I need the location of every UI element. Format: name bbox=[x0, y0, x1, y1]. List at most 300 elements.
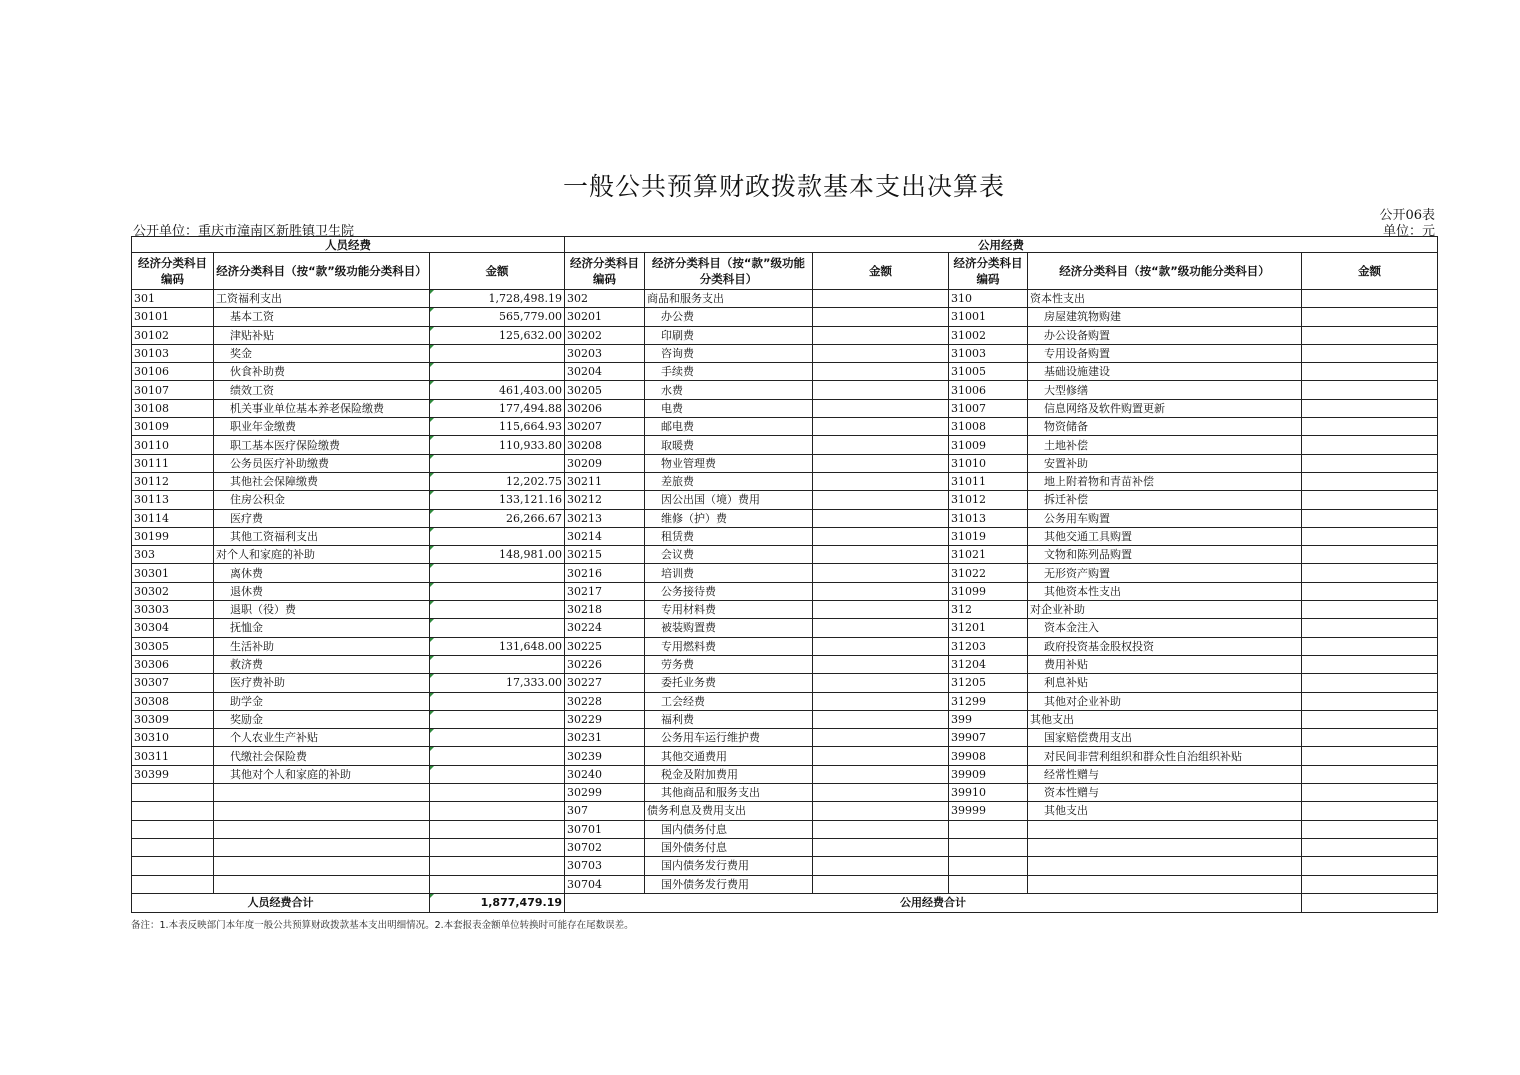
public-b-amount bbox=[1302, 582, 1438, 600]
personnel-amount: 115,664.93 bbox=[430, 418, 565, 436]
personnel-code: 30103 bbox=[132, 344, 214, 362]
public-a-name: 税金及附加费用 bbox=[645, 765, 813, 783]
table-row bbox=[132, 619, 1438, 637]
public-a-code: 30702 bbox=[565, 838, 645, 856]
personnel-name: 基本工资 bbox=[214, 308, 430, 326]
public-b-amount bbox=[1302, 564, 1438, 582]
personnel-name-empty bbox=[214, 802, 430, 820]
public-total-label: 公用经费合计 bbox=[565, 893, 1302, 912]
public-a-name: 专用燃料费 bbox=[645, 637, 813, 655]
table-row bbox=[132, 418, 1438, 436]
public-b-code: 31005 bbox=[949, 363, 1028, 381]
table-row bbox=[132, 290, 1438, 308]
public-b-code: 31201 bbox=[949, 619, 1028, 637]
personnel-name: 其他社会保障缴费 bbox=[214, 472, 430, 490]
personnel-name: 医疗费 bbox=[214, 509, 430, 527]
public-b-name: 经常性赠与 bbox=[1028, 765, 1302, 783]
header-name: 经济分类科目（按“款”级功能分类科目） bbox=[214, 253, 430, 290]
public-b-code: 31021 bbox=[949, 546, 1028, 564]
table-row bbox=[132, 527, 1438, 545]
personnel-total-label: 人员经费合计 bbox=[132, 893, 430, 912]
public-b-code: 39908 bbox=[949, 747, 1028, 765]
public-a-code: 30215 bbox=[565, 546, 645, 564]
public-a-code: 30701 bbox=[565, 820, 645, 838]
totals-row bbox=[132, 893, 1438, 912]
public-a-code: 30224 bbox=[565, 619, 645, 637]
personnel-amount bbox=[430, 527, 565, 545]
public-a-code: 30214 bbox=[565, 527, 645, 545]
public-a-amount bbox=[813, 454, 949, 472]
table-row bbox=[132, 820, 1438, 838]
report-sheet bbox=[131, 170, 1437, 931]
public-a-name: 国外债务发行费用 bbox=[645, 875, 813, 893]
public-a-name: 培训费 bbox=[645, 564, 813, 582]
public-b-name: 拆迁补偿 bbox=[1028, 491, 1302, 509]
public-total-amount bbox=[1302, 893, 1438, 912]
public-a-amount bbox=[813, 601, 949, 619]
public-a-amount bbox=[813, 582, 949, 600]
report-title: 一般公共预算财政拨款基本支出决算表 bbox=[562, 172, 1005, 201]
personnel-name-empty bbox=[214, 857, 430, 875]
public-a-amount bbox=[813, 875, 949, 893]
personnel-code: 30302 bbox=[132, 582, 214, 600]
public-b-name: 其他资本性支出 bbox=[1028, 582, 1302, 600]
public-b-code: 399 bbox=[949, 710, 1028, 728]
table-row bbox=[132, 308, 1438, 326]
public-b-amount bbox=[1302, 546, 1438, 564]
public-b-name: 无形资产购置 bbox=[1028, 564, 1302, 582]
public-a-code: 30703 bbox=[565, 857, 645, 875]
personnel-code: 30311 bbox=[132, 747, 214, 765]
public-b-code: 39907 bbox=[949, 729, 1028, 747]
personnel-amount bbox=[430, 363, 565, 381]
personnel-code: 30305 bbox=[132, 637, 214, 655]
public-a-amount bbox=[813, 729, 949, 747]
public-a-amount bbox=[813, 747, 949, 765]
public-b-amount bbox=[1302, 290, 1438, 308]
public-b-name-empty bbox=[1028, 875, 1302, 893]
personnel-name: 退休费 bbox=[214, 582, 430, 600]
public-a-code: 30231 bbox=[565, 729, 645, 747]
header-name: 经济分类科目（按“款”级功能分类科目） bbox=[645, 253, 813, 290]
personnel-amount bbox=[430, 747, 565, 765]
personnel-amount: 1,728,498.19 bbox=[430, 290, 565, 308]
public-b-amount bbox=[1302, 308, 1438, 326]
personnel-amount-empty bbox=[430, 802, 565, 820]
public-a-name: 办公费 bbox=[645, 308, 813, 326]
public-a-amount bbox=[813, 674, 949, 692]
personnel-amount bbox=[430, 454, 565, 472]
org-label: 公开单位：重庆市潼南区新胜镇卫生院 bbox=[133, 224, 355, 239]
personnel-name: 其他工资福利支出 bbox=[214, 527, 430, 545]
table-row bbox=[132, 784, 1438, 802]
personnel-name: 绩效工资 bbox=[214, 381, 430, 399]
personnel-name-empty bbox=[214, 784, 430, 802]
public-a-code: 30207 bbox=[565, 418, 645, 436]
public-b-amount bbox=[1302, 747, 1438, 765]
public-b-amount bbox=[1302, 326, 1438, 344]
personnel-name: 个人农业生产补贴 bbox=[214, 729, 430, 747]
public-b-amount bbox=[1302, 655, 1438, 673]
public-b-code-empty bbox=[949, 838, 1028, 856]
public-b-name: 房屋建筑物购建 bbox=[1028, 308, 1302, 326]
public-b-name: 费用补贴 bbox=[1028, 655, 1302, 673]
personnel-code: 301 bbox=[132, 290, 214, 308]
public-b-amount bbox=[1302, 472, 1438, 490]
public-b-code-empty bbox=[949, 875, 1028, 893]
personnel-code: 30309 bbox=[132, 710, 214, 728]
public-b-code: 31007 bbox=[949, 399, 1028, 417]
public-b-name-empty bbox=[1028, 820, 1302, 838]
personnel-amount bbox=[430, 655, 565, 673]
personnel-name: 伙食补助费 bbox=[214, 363, 430, 381]
table-row bbox=[132, 564, 1438, 582]
public-a-code: 30202 bbox=[565, 326, 645, 344]
public-a-name: 差旅费 bbox=[645, 472, 813, 490]
table-row bbox=[132, 729, 1438, 747]
public-a-amount bbox=[813, 655, 949, 673]
personnel-name: 工资福利支出 bbox=[214, 290, 430, 308]
public-b-code: 31204 bbox=[949, 655, 1028, 673]
public-a-name: 因公出国（境）费用 bbox=[645, 491, 813, 509]
table-row bbox=[132, 436, 1438, 454]
public-b-code: 31008 bbox=[949, 418, 1028, 436]
table-row bbox=[132, 674, 1438, 692]
personnel-amount: 12,202.75 bbox=[430, 472, 565, 490]
table-row bbox=[132, 747, 1438, 765]
public-a-code: 30201 bbox=[565, 308, 645, 326]
personnel-amount: 17,333.00 bbox=[430, 674, 565, 692]
public-a-amount bbox=[813, 710, 949, 728]
public-b-code: 31009 bbox=[949, 436, 1028, 454]
table-row bbox=[132, 601, 1438, 619]
personnel-code: 30310 bbox=[132, 729, 214, 747]
public-b-code: 31001 bbox=[949, 308, 1028, 326]
public-a-name: 水费 bbox=[645, 381, 813, 399]
public-b-name: 文物和陈列品购置 bbox=[1028, 546, 1302, 564]
expenditure-table bbox=[131, 236, 1438, 913]
personnel-amount-empty bbox=[430, 784, 565, 802]
personnel-code: 30112 bbox=[132, 472, 214, 490]
personnel-amount: 110,933.80 bbox=[430, 436, 565, 454]
table-row bbox=[132, 838, 1438, 856]
personnel-code: 30308 bbox=[132, 692, 214, 710]
public-a-amount bbox=[813, 637, 949, 655]
personnel-amount-empty bbox=[430, 857, 565, 875]
public-b-amount bbox=[1302, 381, 1438, 399]
public-b-name: 对企业补助 bbox=[1028, 601, 1302, 619]
form-code: 公开06表 bbox=[1379, 208, 1435, 223]
public-b-code: 312 bbox=[949, 601, 1028, 619]
table-row bbox=[132, 491, 1438, 509]
personnel-amount bbox=[430, 619, 565, 637]
public-b-amount bbox=[1302, 491, 1438, 509]
public-b-code: 31203 bbox=[949, 637, 1028, 655]
table-row bbox=[132, 582, 1438, 600]
public-a-amount bbox=[813, 326, 949, 344]
public-a-amount bbox=[813, 784, 949, 802]
public-a-name: 委托业务费 bbox=[645, 674, 813, 692]
public-a-code: 30216 bbox=[565, 564, 645, 582]
public-a-code: 30226 bbox=[565, 655, 645, 673]
public-a-amount bbox=[813, 820, 949, 838]
table-row bbox=[132, 857, 1438, 875]
personnel-code: 30304 bbox=[132, 619, 214, 637]
personnel-name: 机关事业单位基本养老保险缴费 bbox=[214, 399, 430, 417]
public-a-name: 商品和服务支出 bbox=[645, 290, 813, 308]
public-a-name: 工会经费 bbox=[645, 692, 813, 710]
public-b-code: 31011 bbox=[949, 472, 1028, 490]
personnel-code: 30399 bbox=[132, 765, 214, 783]
public-b-name: 土地补偿 bbox=[1028, 436, 1302, 454]
personnel-amount bbox=[430, 582, 565, 600]
public-a-amount bbox=[813, 564, 949, 582]
table-row bbox=[132, 710, 1438, 728]
table-row bbox=[132, 637, 1438, 655]
public-b-name: 其他支出 bbox=[1028, 802, 1302, 820]
personnel-amount: 148,981.00 bbox=[430, 546, 565, 564]
public-b-name: 办公设备购置 bbox=[1028, 326, 1302, 344]
personnel-name-empty bbox=[214, 838, 430, 856]
public-b-name: 物资储备 bbox=[1028, 418, 1302, 436]
public-b-code: 31019 bbox=[949, 527, 1028, 545]
public-a-amount bbox=[813, 692, 949, 710]
personnel-name-empty bbox=[214, 875, 430, 893]
public-a-amount bbox=[813, 308, 949, 326]
public-a-name: 公务接待费 bbox=[645, 582, 813, 600]
personnel-amount: 565,779.00 bbox=[430, 308, 565, 326]
header-code: 经济分类科目编码 bbox=[565, 253, 645, 290]
public-a-amount bbox=[813, 472, 949, 490]
personnel-code-empty bbox=[132, 875, 214, 893]
personnel-amount bbox=[430, 344, 565, 362]
public-b-amount bbox=[1302, 344, 1438, 362]
personnel-amount-empty bbox=[430, 875, 565, 893]
public-b-code: 31299 bbox=[949, 692, 1028, 710]
header-amount: 金额 bbox=[430, 253, 565, 290]
public-a-name: 国内债务付息 bbox=[645, 820, 813, 838]
public-a-name: 其他交通费用 bbox=[645, 747, 813, 765]
public-a-name: 会议费 bbox=[645, 546, 813, 564]
personnel-amount bbox=[430, 729, 565, 747]
public-a-code: 30205 bbox=[565, 381, 645, 399]
public-a-amount bbox=[813, 802, 949, 820]
public-b-code-empty bbox=[949, 820, 1028, 838]
personnel-amount bbox=[430, 601, 565, 619]
personnel-code: 30101 bbox=[132, 308, 214, 326]
personnel-code: 303 bbox=[132, 546, 214, 564]
public-a-amount bbox=[813, 546, 949, 564]
group-personnel: 人员经费 bbox=[132, 237, 565, 253]
table-row bbox=[132, 399, 1438, 417]
public-b-amount bbox=[1302, 363, 1438, 381]
public-b-name: 专用设备购置 bbox=[1028, 344, 1302, 362]
public-a-code: 307 bbox=[565, 802, 645, 820]
public-a-name: 被装购置费 bbox=[645, 619, 813, 637]
header-amount: 金额 bbox=[813, 253, 949, 290]
public-b-code: 39909 bbox=[949, 765, 1028, 783]
public-a-code: 30209 bbox=[565, 454, 645, 472]
public-a-name: 取暖费 bbox=[645, 436, 813, 454]
public-b-amount bbox=[1302, 674, 1438, 692]
public-b-name: 其他对企业补助 bbox=[1028, 692, 1302, 710]
personnel-code-empty bbox=[132, 838, 214, 856]
public-a-amount bbox=[813, 765, 949, 783]
personnel-name: 助学金 bbox=[214, 692, 430, 710]
public-b-code: 39910 bbox=[949, 784, 1028, 802]
public-a-amount bbox=[813, 290, 949, 308]
public-b-name: 利息补贴 bbox=[1028, 674, 1302, 692]
public-b-name: 大型修缮 bbox=[1028, 381, 1302, 399]
public-a-code: 30211 bbox=[565, 472, 645, 490]
personnel-code-empty bbox=[132, 784, 214, 802]
public-b-amount bbox=[1302, 436, 1438, 454]
personnel-amount: 125,632.00 bbox=[430, 326, 565, 344]
header-code: 经济分类科目编码 bbox=[949, 253, 1028, 290]
public-b-code: 31006 bbox=[949, 381, 1028, 399]
public-b-amount bbox=[1302, 857, 1438, 875]
personnel-amount-empty bbox=[430, 838, 565, 856]
table-row bbox=[132, 875, 1438, 893]
public-a-name: 国内债务发行费用 bbox=[645, 857, 813, 875]
personnel-amount bbox=[430, 692, 565, 710]
public-a-amount bbox=[813, 418, 949, 436]
public-a-amount bbox=[813, 344, 949, 362]
header-code: 经济分类科目编码 bbox=[132, 253, 214, 290]
public-b-name-empty bbox=[1028, 857, 1302, 875]
public-a-code: 30206 bbox=[565, 399, 645, 417]
public-a-name: 租赁费 bbox=[645, 527, 813, 545]
personnel-name: 代缴社会保险费 bbox=[214, 747, 430, 765]
public-a-code: 30225 bbox=[565, 637, 645, 655]
personnel-amount: 177,494.88 bbox=[430, 399, 565, 417]
personnel-code: 30114 bbox=[132, 509, 214, 527]
personnel-code: 30307 bbox=[132, 674, 214, 692]
table-row bbox=[132, 326, 1438, 344]
personnel-amount: 26,266.67 bbox=[430, 509, 565, 527]
public-a-amount bbox=[813, 509, 949, 527]
public-b-name-empty bbox=[1028, 838, 1302, 856]
public-b-amount bbox=[1302, 619, 1438, 637]
personnel-code: 30111 bbox=[132, 454, 214, 472]
group-public: 公用经费 bbox=[565, 237, 1438, 253]
header-amount: 金额 bbox=[1302, 253, 1438, 290]
public-b-name: 国家赔偿费用支出 bbox=[1028, 729, 1302, 747]
personnel-code: 30109 bbox=[132, 418, 214, 436]
public-b-amount bbox=[1302, 729, 1438, 747]
public-a-name: 邮电费 bbox=[645, 418, 813, 436]
personnel-total-amount: 1,877,479.19 bbox=[430, 893, 565, 912]
personnel-name: 津贴补贴 bbox=[214, 326, 430, 344]
personnel-name: 救济费 bbox=[214, 655, 430, 673]
public-a-amount bbox=[813, 491, 949, 509]
public-a-code: 30229 bbox=[565, 710, 645, 728]
public-b-amount bbox=[1302, 601, 1438, 619]
public-b-amount bbox=[1302, 838, 1438, 856]
public-b-code: 31012 bbox=[949, 491, 1028, 509]
table-row bbox=[132, 381, 1438, 399]
public-a-name: 债务利息及费用支出 bbox=[645, 802, 813, 820]
table-row bbox=[132, 802, 1438, 820]
public-a-name: 印刷费 bbox=[645, 326, 813, 344]
personnel-name: 抚恤金 bbox=[214, 619, 430, 637]
public-b-name: 公务用车购置 bbox=[1028, 509, 1302, 527]
public-b-name: 资本性支出 bbox=[1028, 290, 1302, 308]
public-b-amount bbox=[1302, 692, 1438, 710]
personnel-name: 奖金 bbox=[214, 344, 430, 362]
public-b-code: 39999 bbox=[949, 802, 1028, 820]
table-body bbox=[132, 290, 1438, 894]
public-b-amount bbox=[1302, 509, 1438, 527]
personnel-code: 30199 bbox=[132, 527, 214, 545]
table-row bbox=[132, 765, 1438, 783]
public-b-code: 31002 bbox=[949, 326, 1028, 344]
public-a-amount bbox=[813, 838, 949, 856]
public-a-code: 30213 bbox=[565, 509, 645, 527]
personnel-name: 医疗费补助 bbox=[214, 674, 430, 692]
public-b-name: 信息网络及软件购置更新 bbox=[1028, 399, 1302, 417]
footnote: 备注：1.本表反映部门本年度一般公共预算财政拨款基本支出明细情况。2.本套报表金额单位转换时可能存在尾数误差。 bbox=[131, 919, 634, 931]
public-b-name: 对民间非营利组织和群众性自治组织补贴 bbox=[1028, 747, 1302, 765]
public-b-name: 政府投资基金股权投资 bbox=[1028, 637, 1302, 655]
public-b-amount bbox=[1302, 527, 1438, 545]
public-b-name: 其他交通工具购置 bbox=[1028, 527, 1302, 545]
public-a-code: 30208 bbox=[565, 436, 645, 454]
public-b-name: 资本性赠与 bbox=[1028, 784, 1302, 802]
public-a-name: 电费 bbox=[645, 399, 813, 417]
public-a-name: 劳务费 bbox=[645, 655, 813, 673]
personnel-code: 30108 bbox=[132, 399, 214, 417]
public-a-code: 302 bbox=[565, 290, 645, 308]
public-b-code: 31003 bbox=[949, 344, 1028, 362]
personnel-code: 30106 bbox=[132, 363, 214, 381]
table-row bbox=[132, 472, 1438, 490]
public-b-name: 资本金注入 bbox=[1028, 619, 1302, 637]
personnel-amount: 461,403.00 bbox=[430, 381, 565, 399]
public-a-code: 30227 bbox=[565, 674, 645, 692]
public-a-amount bbox=[813, 619, 949, 637]
public-b-code-empty bbox=[949, 857, 1028, 875]
public-a-amount bbox=[813, 857, 949, 875]
personnel-name: 奖励金 bbox=[214, 710, 430, 728]
personnel-name: 退职（役）费 bbox=[214, 601, 430, 619]
public-a-amount bbox=[813, 527, 949, 545]
public-a-amount bbox=[813, 436, 949, 454]
public-b-code: 31013 bbox=[949, 509, 1028, 527]
personnel-code: 30301 bbox=[132, 564, 214, 582]
personnel-code-empty bbox=[132, 802, 214, 820]
public-a-code: 30240 bbox=[565, 765, 645, 783]
public-b-code: 31010 bbox=[949, 454, 1028, 472]
public-a-code: 30212 bbox=[565, 491, 645, 509]
public-b-amount bbox=[1302, 875, 1438, 893]
public-a-name: 专用材料费 bbox=[645, 601, 813, 619]
public-a-code: 30204 bbox=[565, 363, 645, 381]
public-b-amount bbox=[1302, 820, 1438, 838]
personnel-name: 职工基本医疗保险缴费 bbox=[214, 436, 430, 454]
public-a-code: 30299 bbox=[565, 784, 645, 802]
personnel-code: 30107 bbox=[132, 381, 214, 399]
personnel-code: 30306 bbox=[132, 655, 214, 673]
public-b-amount bbox=[1302, 710, 1438, 728]
personnel-amount bbox=[430, 564, 565, 582]
public-b-amount bbox=[1302, 802, 1438, 820]
public-a-code: 30203 bbox=[565, 344, 645, 362]
personnel-amount: 133,121.16 bbox=[430, 491, 565, 509]
table-row bbox=[132, 692, 1438, 710]
public-a-code: 30704 bbox=[565, 875, 645, 893]
personnel-name: 住房公积金 bbox=[214, 491, 430, 509]
